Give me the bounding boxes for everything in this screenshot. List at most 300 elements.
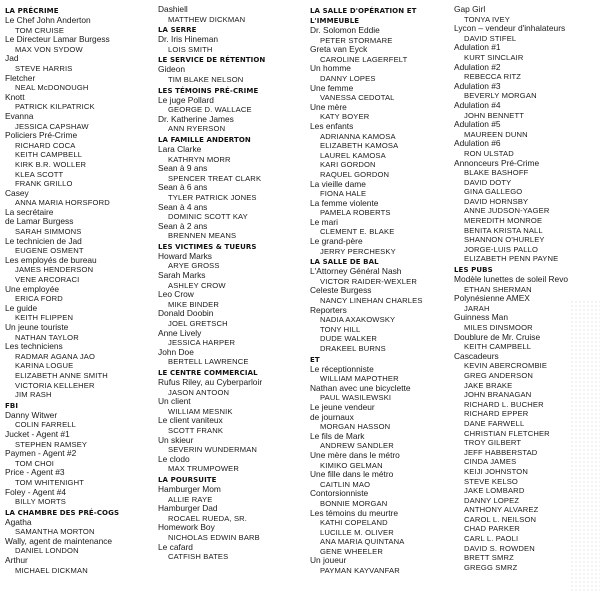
section-heading: LA CHAMBRE DES PRÉ-COGS (5, 508, 120, 517)
actor-name: WILLIAM MAPOTHER (320, 374, 399, 384)
credit-entry (158, 436, 304, 455)
role-label: Doublure de Mr. Cruise (454, 331, 541, 342)
role-label: Evanna (5, 110, 34, 121)
actor-name: JARAH (464, 303, 490, 313)
role-label: Un joueur (310, 555, 347, 566)
actor-name: JOHN BRANAGAN (464, 390, 532, 400)
credit-entry (5, 537, 151, 556)
actor-name: BILLY MORTS (15, 497, 67, 507)
role-label: Adulation #4 (454, 99, 501, 110)
section-heading: LE SERVICE DE RÉTENTION (158, 56, 266, 65)
credit-entry (5, 556, 151, 575)
credit-entry (158, 222, 304, 241)
role-label: Jucket - Agent #1 (5, 428, 70, 439)
credit-entry (310, 470, 456, 489)
credit-entry (310, 237, 456, 256)
role-label: Reporters (310, 304, 347, 315)
role-label: La secrétaire (5, 206, 54, 217)
role-label: Wally, agent de maintenance (5, 535, 113, 546)
credit-entry (158, 397, 304, 416)
actor-name: RICHARD L. BUCHER (464, 399, 544, 409)
role-label: Homework Boy (158, 522, 215, 533)
credit-entry (454, 159, 600, 265)
credit-entry (158, 378, 304, 397)
actor-name: STEVE HARRIS (15, 63, 73, 73)
role-label: La femme violente (310, 197, 379, 208)
role-label: Anne Lively (158, 327, 202, 338)
credit-entry (5, 35, 151, 54)
role-label: Sean à 6 ans (158, 182, 208, 193)
role-label: Guinness Man (454, 312, 508, 323)
role-label: Sean à 2 ans (158, 220, 208, 231)
credit-entry (310, 64, 456, 83)
credit-entry (158, 164, 304, 183)
actor-name: JAKE LOMBARD (464, 486, 525, 496)
role-label: L'Attorney Général Nash (310, 266, 402, 277)
actor-name: ALLIE RAYE (168, 494, 213, 504)
role-label: Une employée (5, 283, 60, 294)
actor-name: TONY HILL (320, 324, 361, 334)
role-label: Lara Clarke (158, 143, 202, 154)
actor-name: NICHOLAS EDWIN BARB (168, 532, 260, 542)
actor-name: LAUREL KAMOSA (320, 150, 386, 160)
credit-entry (5, 256, 151, 285)
actor-name: ETHAN SHERMAN (464, 284, 532, 294)
actor-name: TYLER PATRICK JONES (168, 192, 257, 202)
actor-name: DAVID STIFEL (464, 33, 517, 43)
actor-name: DAVID S. ROWDEN (464, 543, 535, 553)
role-label: Le clodo (158, 453, 190, 464)
credit-entry (454, 24, 600, 43)
actor-name: BRENNEN MEANS (168, 231, 237, 241)
credit-entry (454, 275, 600, 294)
actor-name: BRETT SMRZ (464, 553, 514, 563)
credit-entry (454, 139, 600, 158)
actor-name: VENE ARCORACI (15, 275, 80, 285)
credit-entry (5, 189, 151, 208)
credit-entry (310, 451, 456, 470)
role-label: Les techniciens (5, 341, 63, 352)
credit-entry (310, 286, 456, 305)
actor-name: LUCILLE M. OLIVER (320, 527, 394, 537)
role-label: Sarah Marks (158, 270, 206, 281)
credit-entry (454, 43, 600, 62)
role-label: Cascadeurs (454, 350, 499, 361)
role-label: Dr. Solomon Eddie (310, 25, 380, 35)
credit-entry (5, 54, 151, 73)
section-heading: ET (310, 355, 320, 364)
actor-name: JIM RASH (15, 390, 52, 400)
role-label: Une fille dans le métro (310, 469, 394, 480)
credit-entry (310, 403, 456, 432)
role-label: Hamburger Dad (158, 503, 218, 514)
credit-entry (158, 523, 304, 542)
role-label: Hamburger Mom (158, 483, 221, 494)
actor-name: GINA GALLEGO (464, 187, 523, 197)
role-label: Contorsionniste (310, 488, 369, 499)
actor-name: JESSICA HARPER (168, 338, 236, 348)
role-label: Le réceptionniste (310, 363, 374, 374)
actor-name: GENE WHEELER (320, 546, 383, 556)
credit-entry (310, 180, 456, 199)
section-heading: LA PRÉCRIME (5, 7, 59, 15)
actor-name: TOM WHITENIGHT (15, 477, 85, 487)
role-label: Le Chef John Anderton (5, 15, 91, 25)
role-label: Adulation #1 (454, 42, 501, 53)
actor-name: KEITH CAMPBELL (15, 150, 83, 160)
actor-name: REBECCA RITZ (464, 72, 522, 82)
role-label: Une mère (310, 101, 347, 112)
section-heading: LES VICTIMES & TUEURS (158, 242, 257, 251)
actor-name: ANN RYERSON (168, 124, 226, 134)
credit-entry (158, 115, 304, 134)
role-label: de Lamar Burgess (5, 216, 74, 227)
credits-column-3 (310, 5, 456, 576)
actor-name: COLIN FARRELL (15, 420, 77, 430)
actor-name: KATHRYN MORR (168, 154, 231, 164)
credit-entry (454, 101, 600, 120)
credit-entry (158, 543, 304, 562)
credit-entry (454, 82, 600, 101)
role-label: Danny Witwer (5, 409, 58, 420)
actor-name: FRANK GRILLO (15, 179, 73, 189)
credit-entry (310, 556, 456, 575)
credits-column-1 (5, 5, 151, 575)
actor-name: JEFF HABBERSTAD (464, 447, 538, 457)
credit-entry (310, 267, 456, 286)
actor-name: PAUL WASILEWSKI (320, 393, 392, 403)
role-label: Une femme (310, 82, 354, 93)
role-label: Adulation #6 (454, 138, 501, 149)
actor-name: ANDREW SANDLER (320, 441, 394, 451)
role-label: Dr. Katherine James (158, 113, 234, 124)
role-label: Casey (5, 187, 29, 198)
actor-name: NADIA AXAKOWSKY (320, 315, 396, 325)
actor-name: JASON ANTOON (168, 387, 230, 397)
actor-name: JERRY PERCHESKY (320, 246, 396, 256)
role-label: La vieille dame (310, 178, 366, 189)
credit-entry (158, 504, 304, 523)
credit-entry (158, 35, 304, 54)
actor-name: CAITLIN MAO (320, 479, 371, 489)
actor-name: RICHARD EPPER (464, 409, 529, 419)
role-label: Rufus Riley, au Cyberparloir (158, 377, 263, 387)
actor-name: STEVE KELSO (464, 476, 518, 486)
role-label: Le cafard (158, 541, 193, 552)
role-label: Celeste Burgess (310, 285, 372, 296)
credit-entry (310, 509, 456, 557)
actor-name: JORGE-LUIS PALLO (464, 244, 538, 254)
actor-name: KEITH FLIPPEN (15, 313, 74, 323)
credit-entry (310, 365, 456, 384)
role-label: Le grand-père (310, 236, 363, 247)
role-label: Le juge Pollard (158, 94, 214, 105)
actor-name: JOEL GRETSCH (168, 319, 228, 329)
role-label: Nathan avec une bicyclette (310, 382, 411, 393)
role-label: Un jeune touriste (5, 322, 69, 332)
credit-entry (5, 449, 151, 468)
credit-entry (5, 131, 151, 189)
credit-entry (310, 306, 456, 354)
role-label: Adulation #3 (454, 80, 501, 91)
actor-name: KEITH CAMPBELL (464, 342, 532, 352)
role-label: de journaux (310, 411, 354, 422)
actor-name: GREG ANDERSON (464, 370, 534, 380)
actor-name: ASHLEY CROW (168, 280, 226, 290)
credit-entry (310, 489, 456, 508)
role-label: Le mari (310, 216, 338, 227)
actor-name: DOMINIC SCOTT KAY (168, 212, 248, 222)
role-label: Le Directeur Lamar Burgess (5, 34, 110, 45)
role-label: Adulation #2 (454, 61, 501, 72)
actor-name: STEPHEN RAMSEY (15, 439, 88, 449)
credit-entry (158, 348, 304, 367)
actor-name: SARAH SIMMONS (15, 227, 82, 237)
actor-name: ELIZABETH ANNE SMITH (15, 370, 108, 380)
paper-grain (570, 300, 600, 593)
role-label: Donald Doobin (158, 308, 214, 319)
actor-name: PATRICK KILPATRICK (15, 102, 95, 112)
credit-entry (158, 65, 304, 84)
actor-name: KATY BOYER (320, 112, 370, 122)
actor-name: CARL L. PAOLI (464, 534, 519, 544)
role-label: Les employés de bureau (5, 254, 97, 265)
credit-entry (5, 237, 151, 256)
role-label: Fletcher (5, 72, 36, 83)
actor-name: MAUREEN DUNN (464, 129, 528, 139)
credit-entry (5, 411, 151, 430)
actor-name: DANE FARWELL (464, 418, 525, 428)
actor-name: WILLIAM MESNIK (168, 406, 233, 416)
credit-entry (454, 5, 600, 24)
actor-name: KATHI COPELAND (320, 518, 388, 528)
role-label: Price - Agent #3 (5, 467, 65, 478)
role-label: Un skieur (158, 434, 194, 445)
actor-name: JAKE BRAKE (464, 380, 513, 390)
credit-entry (158, 145, 304, 164)
actor-name: ANNE JUDSON-YAGER (464, 206, 550, 216)
actor-name: CAROLINE LAGERFELT (320, 54, 408, 64)
actor-name: MICHAEL DICKMAN (15, 565, 88, 575)
role-label: Le jeune vendeur (310, 401, 375, 412)
actor-name: MATTHEW DICKMAN (168, 14, 246, 24)
actor-name: MORGAN HASSON (320, 422, 391, 432)
actor-name: CINDA JAMES (464, 457, 517, 467)
credit-entry (454, 120, 600, 139)
role-label: Gideon (158, 64, 186, 75)
actor-name: ELIZABETH PENN PAYNE (464, 254, 559, 264)
actor-name: PETER STORMARE (320, 35, 393, 45)
actor-name: ARYE GROSS (168, 261, 220, 271)
actor-name: VICTOR RAIDER-WEXLER (320, 276, 417, 286)
role-label: Paymen - Agent #2 (5, 448, 77, 459)
role-label: Adulation #5 (454, 119, 501, 130)
actor-name: DANIEL LONDON (15, 546, 79, 556)
credit-entry (5, 430, 151, 449)
credit-entry (158, 329, 304, 348)
credit-entry (310, 122, 456, 180)
role-label: Knott (5, 91, 25, 102)
credit-entry (158, 271, 304, 290)
actor-name: GEORGE D. WALLACE (168, 105, 252, 115)
actor-name: DAVID DOTY (464, 177, 512, 187)
section-heading: LA POURSUITE (158, 475, 217, 484)
role-label: Jad (5, 53, 19, 64)
credit-entry (310, 384, 456, 403)
credit-entry (5, 74, 151, 93)
actor-name: ANNA MARIA HORSFORD (15, 198, 110, 208)
actor-name: LOIS SMITH (168, 44, 213, 54)
actor-name: SHANNON O'HURLEY (464, 235, 545, 245)
credit-entry (310, 26, 456, 45)
actor-name: NEAL McDONOUGH (15, 83, 89, 93)
actor-name: BEVERLY MORGAN (464, 91, 537, 101)
actor-name: NANCY LINEHAN CHARLES (320, 296, 423, 306)
role-label: Dashiell (158, 4, 188, 14)
actor-name: VICTORIA KELLEHER (15, 380, 95, 390)
actor-name: ROCAEL RUEDA, SR. (168, 513, 248, 523)
credit-entry (5, 93, 151, 112)
actor-name: KEIJI JOHNSTON (464, 466, 528, 476)
credit-entry (158, 485, 304, 504)
actor-name: TIM BLAKE NELSON (168, 74, 244, 84)
credit-entry (310, 199, 456, 218)
actor-name: CLEMENT E. BLAKE (320, 227, 395, 237)
actor-name: MILES DINSMOOR (464, 323, 533, 332)
credit-entry (5, 112, 151, 131)
section-heading: LA SERRE (158, 26, 197, 35)
actor-name: KARI GORDON (320, 160, 376, 170)
credit-entry (158, 96, 304, 115)
actor-name: JOHN BENNETT (464, 110, 525, 120)
credit-entry (5, 342, 151, 400)
actor-name: GREGG SMRZ (464, 562, 518, 572)
role-label: Sean à 4 ans (158, 201, 208, 212)
role-label: Un client (158, 396, 191, 407)
actor-name: ANTHONY ALVAREZ (464, 505, 539, 515)
credit-entry (5, 518, 151, 537)
actor-name: TONYA IVEY (464, 14, 510, 24)
role-label: Howard Marks (158, 250, 212, 261)
actor-name: EUGENE OSMENT (15, 246, 84, 256)
actor-name: TOM CRUISE (15, 25, 65, 35)
section-heading: LA FAMILLE ANDERTON (158, 135, 251, 144)
role-label: Modèle lunettes de soleil Revo (454, 274, 569, 285)
role-label: Les témoins du meurtre (310, 507, 398, 518)
actor-name: SPENCER TREAT CLARK (168, 173, 262, 183)
actor-name: DUDE WALKER (320, 334, 378, 344)
actor-name: RAQUEL GORDON (320, 169, 390, 179)
role-label: Le client vaniteux (158, 415, 223, 426)
actor-name: SEVERIN WUNDERMAN (168, 445, 258, 455)
actor-name: NATHAN TAYLOR (15, 332, 79, 342)
role-label: Leo Crow (158, 289, 194, 300)
actor-name: RICHARD COCA (15, 140, 76, 150)
credit-entry (158, 455, 304, 474)
credits-column-2 (158, 5, 304, 562)
credit-entry (5, 285, 151, 304)
actor-name: VANESSA CEDOTAL (320, 93, 395, 103)
credit-entry (158, 5, 304, 24)
credit-entry (5, 304, 151, 323)
actor-name: CHAD PARKER (464, 524, 520, 534)
actor-name: JESSICA CAPSHAW (15, 121, 89, 131)
credit-entry (5, 468, 151, 487)
actor-name: KIRK B.R. WOLLER (15, 159, 87, 169)
actor-name: PAMELA ROBERTS (320, 208, 391, 218)
section-heading: LES TÉMOINS PRÉ-CRIME (158, 86, 259, 95)
role-label: Polynésienne AMEX (454, 293, 530, 304)
actor-name: MIKE BINDER (168, 299, 220, 309)
actor-name: BLAKE BASHOFF (464, 168, 529, 178)
actor-name: DANNY LOPEZ (464, 495, 520, 505)
role-label: Un homme (310, 63, 351, 74)
actor-name: CATFISH BATES (168, 552, 229, 562)
role-label: Gap Girl (454, 4, 486, 14)
role-label: Arthur (5, 555, 28, 566)
credit-entry (5, 208, 151, 237)
actor-name: KIMIKO GELMAN (320, 460, 383, 470)
actor-name: MAX VON SYDOW (15, 44, 83, 54)
section-heading: FBI (5, 401, 19, 410)
actor-name: DRAKEEL BURNS (320, 344, 386, 353)
role-label: Le guide (5, 302, 38, 313)
credit-entry (158, 290, 304, 309)
actor-name: BERTELL LAWRENCE (168, 357, 249, 367)
role-label: Le technicien de Jad (5, 235, 82, 246)
credit-entry (158, 203, 304, 222)
credit-entry (310, 218, 456, 237)
actor-name: SCOTT FRANK (168, 425, 224, 435)
credit-entry (158, 309, 304, 328)
role-label: Dr. Iris Hineman (158, 34, 219, 45)
actor-name: KLEA SCOTT (15, 169, 64, 179)
section-heading: LA SALLE D'OPÉRATION ET L'IMMEUBLE (310, 7, 417, 25)
role-label: Policiers Pré-Crime (5, 130, 78, 141)
actor-name: DAVID HORNSBY (464, 196, 529, 206)
role-label: Agatha (5, 516, 32, 527)
credit-entry (310, 432, 456, 451)
actor-name: ANA MARIA QUINTANA (320, 537, 405, 547)
role-label: Le fils de Mark (310, 430, 365, 441)
section-heading: LES PUBS (454, 266, 493, 275)
credit-entry (310, 103, 456, 122)
actor-name: TOM CHOI (15, 458, 55, 468)
actor-name: TROY GILBERT (464, 438, 522, 448)
actor-name: ELIZABETH KAMOSA (320, 141, 399, 151)
role-label: Une mère dans le métro (310, 449, 400, 460)
credit-entry (5, 323, 151, 342)
credit-entry (158, 416, 304, 435)
credit-entry (5, 488, 151, 507)
actor-name: BONNIE MORGAN (320, 498, 388, 508)
actor-name: BENITA KRISTA NALL (464, 225, 543, 235)
section-heading: LA SALLE DE BAL (310, 258, 379, 267)
role-label: Lycon – vendeur d'inhalateurs (454, 23, 566, 34)
credit-entry (158, 252, 304, 271)
credit-entry (310, 45, 456, 64)
actor-name: RADMAR AGANA JAO (15, 351, 96, 361)
actor-name: KURT SINCLAIR (464, 52, 524, 62)
role-label: Greta van Eyck (310, 44, 368, 55)
section-heading: LE CENTRE COMMERCIAL (158, 369, 258, 377)
actor-name: JAMES HENDERSON (15, 265, 94, 275)
actor-name: KARINA LOGUE (15, 361, 74, 371)
credit-entry (454, 63, 600, 82)
actor-name: CHRISTIAN FLETCHER (464, 428, 550, 438)
role-label: Les enfants (310, 120, 354, 131)
credit-entry (5, 16, 151, 35)
